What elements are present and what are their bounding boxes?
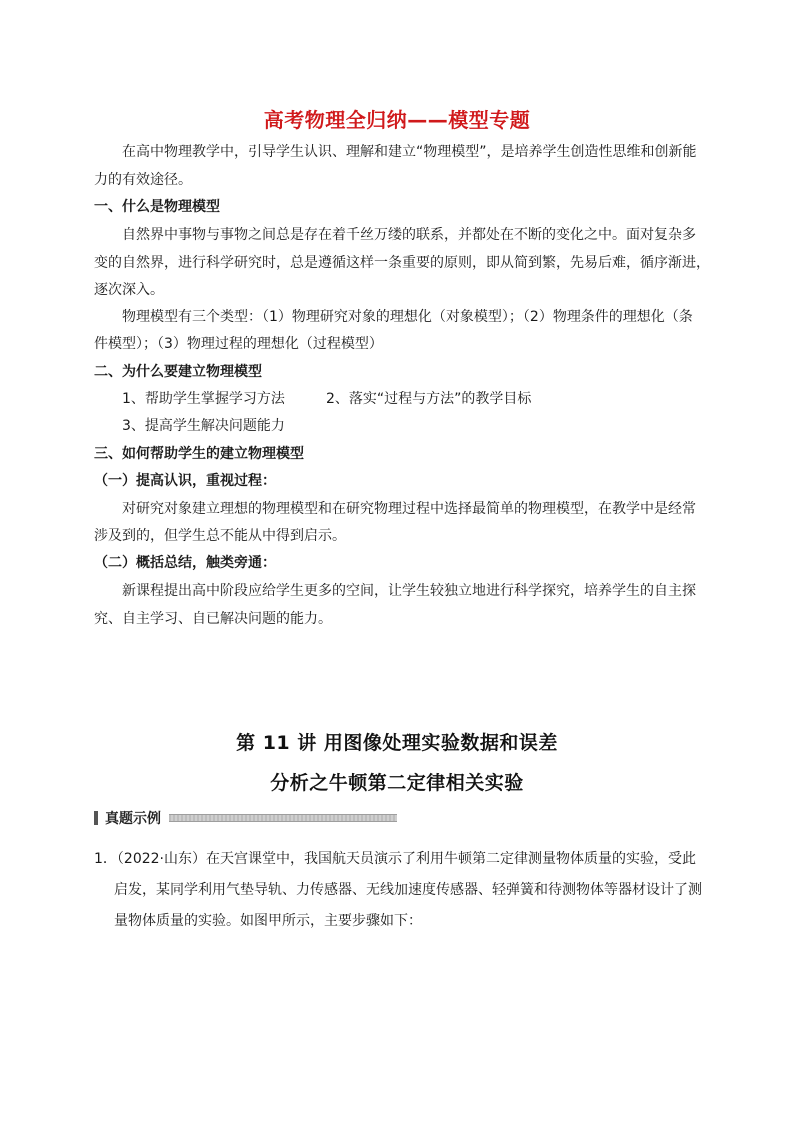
section-1-heading: 一、什么是物理模型 bbox=[94, 199, 220, 215]
question-1-line-2: 启发，某同学利用气垫导轨、力传感器、无线加速度传感器、轻弹簧和待测物体等器材设计了测 bbox=[114, 882, 702, 898]
section-3-sub-2-heading: （二）概括总结，触类旁通： bbox=[94, 555, 276, 571]
lecture-title-line-2: 分析之牛顿第二定律相关实验 bbox=[270, 772, 524, 794]
section-2-heading: 二、为什么要建立物理模型 bbox=[94, 364, 262, 380]
section-3-sub-2-line-2: 究、自主学习、自已解决问题的能力。 bbox=[94, 611, 332, 627]
examples-tag-label: 真题示例 bbox=[105, 811, 161, 827]
section-1-paragraph-2-line-1: 物理模型有三个类型：（1）物理研究对象的理想化（对象模型）；（2）物理条件的理想化（条 bbox=[122, 309, 693, 325]
section-1-paragraph-1-line-1: 自然界中事物与事物之间总是存在着千丝万缕的联系，并都处在不断的变化之中。面对复杂多 bbox=[122, 227, 696, 243]
section-1-paragraph-1-line-2: 变的自然界，进行科学研究时，总是遵循这样一条重要的原则，即从简到繁，先易后难，循序渐进， bbox=[94, 255, 710, 271]
tag-bar-mark bbox=[94, 811, 98, 825]
page-title: 高考物理全归纳——模型专题 bbox=[263, 108, 531, 132]
tag-rule-divider bbox=[169, 814, 397, 822]
section-3-heading: 三、如何帮助学生的建立物理模型 bbox=[94, 446, 304, 462]
question-1-line-1: 1．（2022·山东）在天宫课堂中，我国航天员演示了利用牛顿第二定律测量物体质量的实验，受此 bbox=[94, 851, 696, 867]
section-2-item-2: 2、落实“过程与方法”的教学目标 bbox=[326, 391, 532, 407]
question-1-line-3: 量物体质量的实验。如图甲所示，主要步骤如下： bbox=[114, 913, 422, 929]
intro-line-1: 在高中物理教学中，引导学生认识、理解和建立“物理模型”，是培养学生创造性思维和创新能 bbox=[122, 144, 697, 160]
intro-line-2: 力的有效途径。 bbox=[94, 172, 192, 188]
section-1-paragraph-2-line-2: 件模型）；（3）物理过程的理想化（过程模型） bbox=[94, 336, 383, 352]
section-2-item-3: 3、提高学生解决问题能力 bbox=[122, 418, 285, 434]
section-2-item-1: 1、帮助学生掌握学习方法 bbox=[122, 391, 285, 407]
section-3-sub-2-line-1: 新课程提出高中阶段应给学生更多的空间，让学生较独立地进行科学探究，培养学生的自主探 bbox=[122, 583, 696, 599]
section-3-sub-1-line-2: 涉及到的，但学生总不能从中得到启示。 bbox=[94, 528, 346, 544]
examples-section-tag bbox=[94, 808, 397, 828]
section-1-paragraph-1-line-3: 逐次深入。 bbox=[94, 282, 164, 298]
section-3-sub-1-heading: （一）提高认识，重视过程： bbox=[94, 473, 276, 489]
lecture-title-line-1: 第 11 讲 用图像处理实验数据和误差 bbox=[236, 732, 558, 754]
section-3-sub-1-line-1: 对研究对象建立理想的物理模型和在研究物理过程中选择最简单的物理模型，在教学中是经常 bbox=[122, 501, 696, 517]
